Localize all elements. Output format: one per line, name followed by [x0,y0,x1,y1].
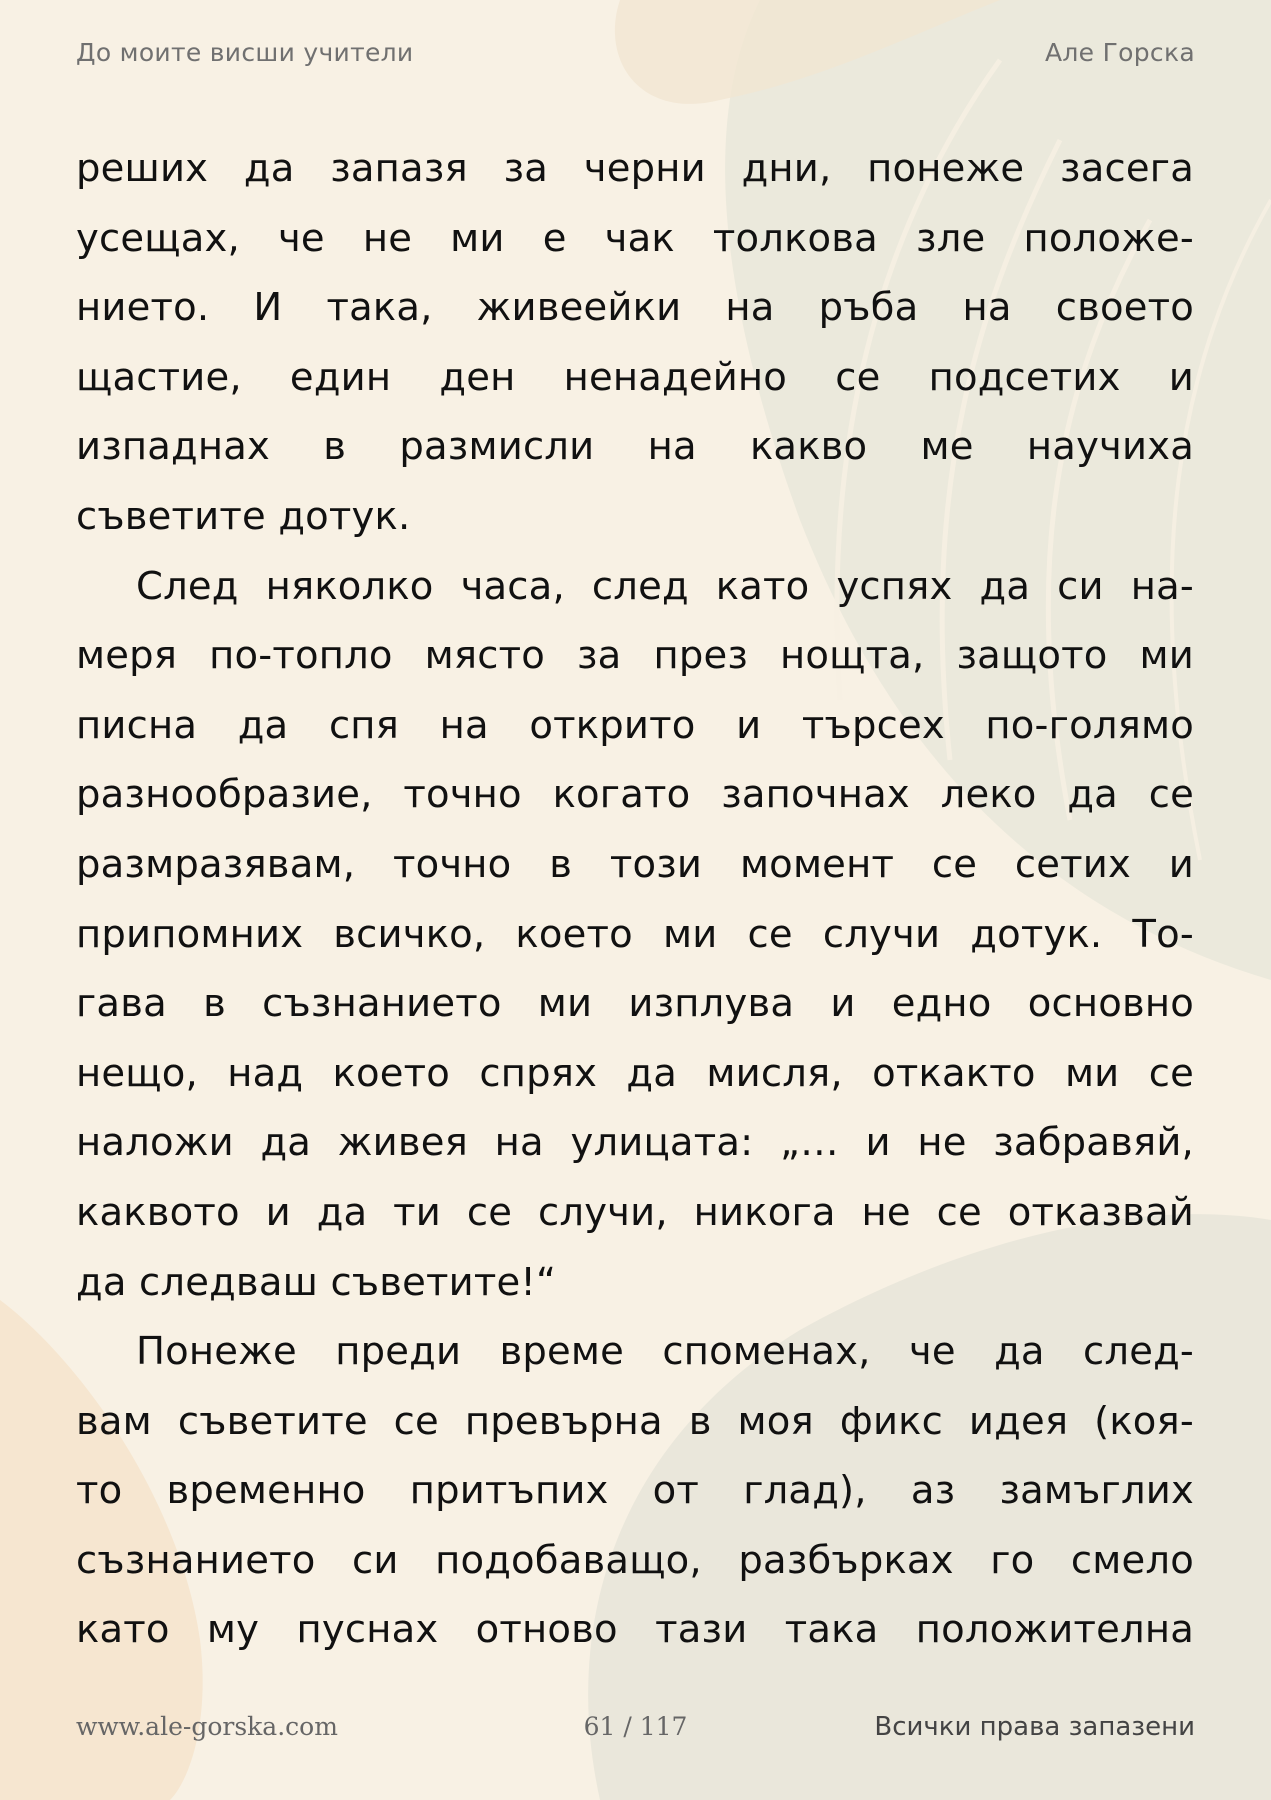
text-line: щастие, един ден ненадейно се подсетих и [76,354,1194,400]
text-line: то временно притъпих от глад), аз замъглих [76,1468,1194,1514]
website-link[interactable]: www.ale-gorska.com [76,1712,338,1741]
text-line: реших да запазя за черни дни, понеже засега [76,146,1194,191]
text-line: като му пуснах отново тази така положителна [76,1607,1194,1653]
text-line: каквото и да ти се случи, никога не се отказвай [76,1189,1194,1235]
text-line: гава в съзнанието ми изплува и едно основно [76,981,1194,1027]
text-line: разнообразие, точно когато започнах леко да се [76,772,1194,818]
page-header [76,34,1195,70]
text-line: изпаднах в размисли на какво ме научиха [76,424,1194,470]
text-line: усещах, че не ми е чак толкова зле положе- [76,215,1194,261]
page-footer [76,1712,1195,1752]
page-number: 61 / 117 [583,1712,688,1741]
text-line: размразявам, точно в този момент се сетих и [76,841,1194,887]
page-body [76,134,1194,1665]
copyright-notice: Всички права запазени [874,1712,1195,1742]
text-line: вам съветите се превърна в моя фикс идея (коя- [76,1398,1194,1444]
text-line: съзнанието си подобаващо, разбърках го смело [76,1537,1194,1583]
text-line: меря по-топло място за през нощта, защото ми [76,633,1194,679]
text-line: припомних всичко, което ми се случи дотук. То- [76,911,1194,957]
text-line: нието. И така, живеейки на ръба на своето [76,285,1194,331]
text-line: писна да спя на открито и търсех по-голямо [76,702,1194,748]
author-name: Але Горска [1045,37,1195,67]
text-line: нещо, над което спрях да мисля, откакто ми се [76,1050,1194,1096]
text-line: След няколко часа, след като успях да си на- [136,563,1194,609]
text-line: наложи да живея на улицата: „… и не забравяй, [76,1120,1194,1166]
text-line: Понеже преди време споменах, че да след- [136,1329,1194,1375]
text-line: съветите дотук. [76,493,411,539]
text-line: да следваш съветите!“ [76,1259,557,1305]
book-title: До моите висши учители [76,37,414,67]
